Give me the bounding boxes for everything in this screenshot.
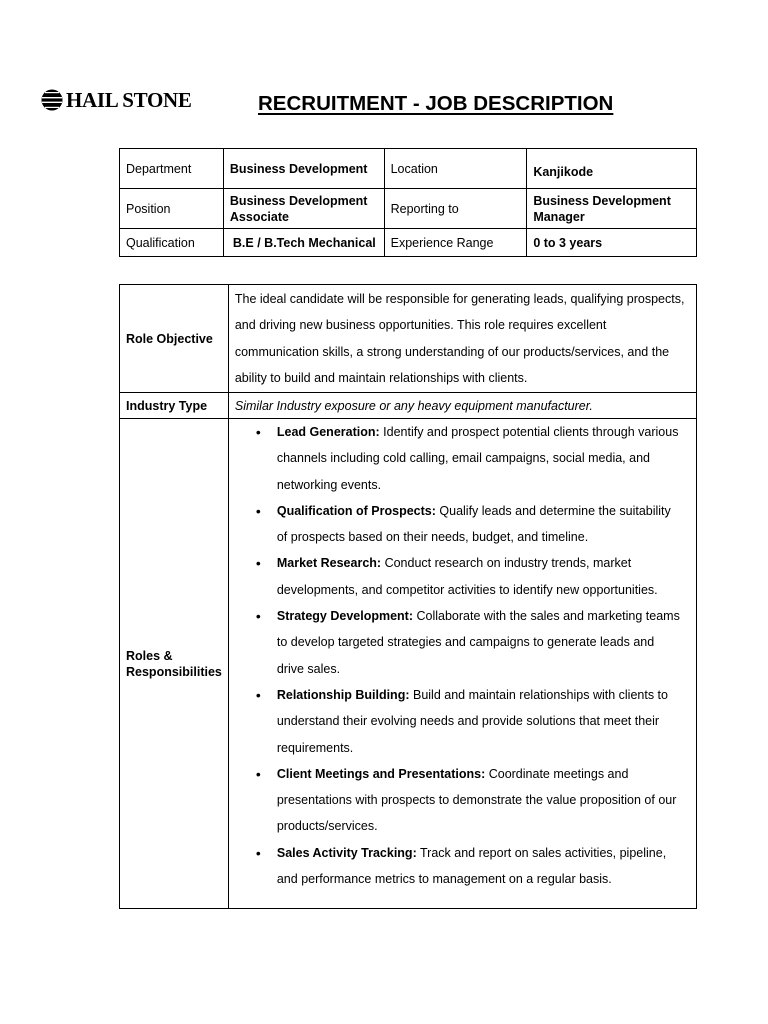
- table-row: [120, 189, 697, 229]
- department-value: Business Development: [223, 149, 384, 189]
- responsibility-text: Track and report on sales activities, pipeline, and performance metrics to management on a regular basis.: [276, 845, 667, 887]
- responsibility-title: Market Research:: [276, 556, 382, 571]
- list-item: [277, 419, 690, 498]
- industry-type-row: [120, 393, 697, 419]
- department-label: Department: [120, 149, 224, 189]
- company-logo: [41, 86, 192, 114]
- responsibility-text: Conduct research on industry trends, market developments, and competitor activities to identify new opportunities.: [276, 556, 658, 597]
- responsibility-text: Coordinate meetings and presentations with prospects to demonstrate the value proposition of our products/services.: [276, 766, 677, 834]
- list-item: [277, 550, 690, 603]
- reporting-to-label: Reporting to: [384, 189, 527, 229]
- page-title: RECRUITMENT - JOB DESCRIPTION: [258, 92, 614, 115]
- location-label: Location: [384, 149, 527, 189]
- responsibilities-label: Roles & Responsibilities: [120, 419, 229, 909]
- qualification-value: B.E / B.Tech Mechanical: [223, 229, 384, 257]
- responsibility-title: Relationship Building:: [276, 687, 410, 702]
- job-details-table: [119, 284, 697, 909]
- qualification-label: Qualification: [120, 229, 224, 257]
- list-item: [277, 840, 690, 893]
- role-objective-text: The ideal candidate will be responsible for generating leads, qualifying prospects, and driving new business opportunities. This role requires excellent communication skills, a strong understanding of our products/services, and the ability to build and maintain relationships with clients.: [228, 285, 696, 393]
- responsibility-title: Qualification of Prospects:: [276, 503, 436, 518]
- role-objective-label: Role Objective: [120, 285, 229, 393]
- list-item: [277, 498, 690, 551]
- responsibilities-list: [235, 419, 690, 892]
- position-label: Position: [120, 189, 224, 229]
- responsibilities-row: [120, 419, 697, 909]
- industry-type-label: Industry Type: [120, 393, 229, 419]
- responsibilities-list-cell: [228, 419, 696, 909]
- hailstone-logo-icon: [41, 89, 63, 111]
- responsibility-title: Lead Generation:: [276, 425, 380, 439]
- table-row: [120, 149, 697, 189]
- responsibility-title: Strategy Development:: [276, 609, 414, 624]
- location-value: Kanjikode: [527, 149, 697, 189]
- responsibility-title: Sales Activity Tracking:: [276, 845, 417, 860]
- experience-range-label: Experience Range: [384, 229, 527, 257]
- industry-type-text: Similar Industry exposure or any heavy equipment manufacturer.: [228, 393, 696, 419]
- responsibility-text: Qualify leads and determine the suitability of prospects based on their needs, budget, and timeline.: [276, 503, 671, 545]
- responsibility-text: Build and maintain relationships with clients to understand their evolving needs and provide solutions that meet their requirements.: [276, 687, 668, 755]
- experience-range-value: 0 to 3 years: [527, 229, 697, 257]
- position-value: Business Development Associate: [223, 189, 384, 229]
- list-item: [277, 761, 690, 840]
- responsibility-text: Collaborate with the sales and marketing teams to develop targeted strategies and campaigns to generate leads and drive sales.: [276, 609, 680, 676]
- list-item: [277, 603, 690, 682]
- reporting-to-value: Business Development Manager: [527, 189, 697, 229]
- logo-text: HAIL STONE: [66, 88, 192, 112]
- list-item: [277, 682, 690, 761]
- table-row: [120, 229, 697, 257]
- role-objective-row: [120, 285, 697, 393]
- responsibility-text: Identify and prospect potential clients through various channels including cold calling, email campaigns, social media, and networking events.: [276, 425, 679, 492]
- job-info-table: [119, 148, 697, 257]
- responsibility-title: Client Meetings and Presentations:: [276, 766, 486, 781]
